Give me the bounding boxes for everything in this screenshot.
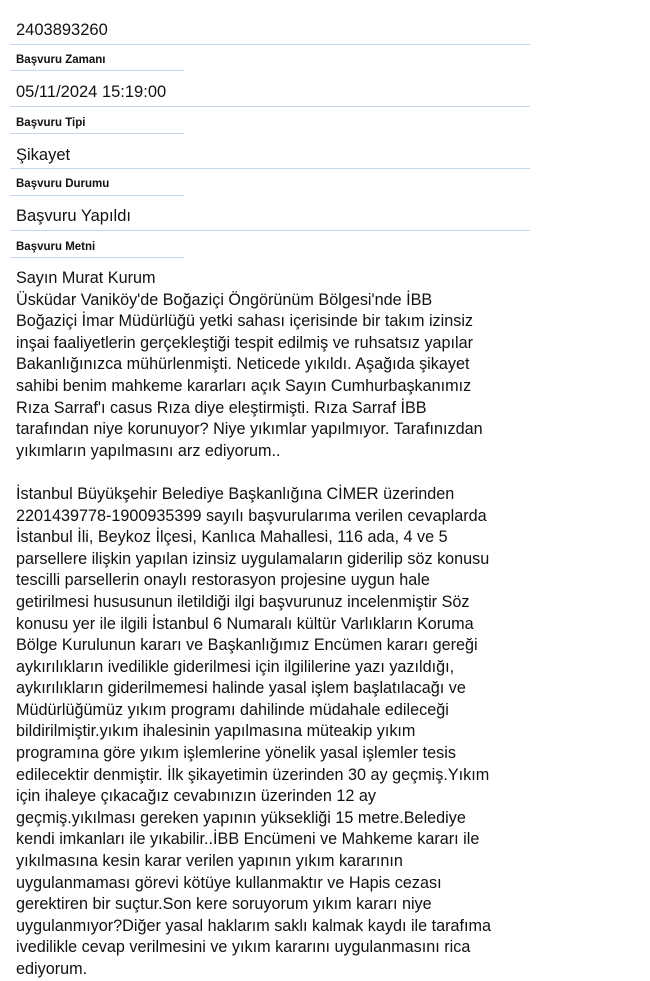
divider [10,133,184,134]
body-line: İstanbul Büyükşehir Belediye Başkanlığına CİMER üzerinden [16,484,455,503]
application-number: 2403893260 [16,21,108,39]
body-line: getirilmesi hususunun iletildiği ilgi başvurunuz incelenmiştir Söz [16,592,470,611]
body-line: ivedilikle cevap verilmesini ve yıkım kararını uygulanmasını rica [16,938,471,957]
body-line: Bölge Kurulunun kararı ve Başkanlığımız Encümen kararı gereği [16,636,478,655]
body-line: İstanbul İli, Beykoz İlçesi, Kanlıca Mahallesi, 116 ada, 4 ve 5 [16,528,448,547]
body-line: Bakanlığınızca mühürlenmişti. Neticede yıkıldı. Aşağıda şikayet [16,355,470,374]
field-label-application-text: Başvuru Metni [16,241,96,253]
body-line: ediyorum. [16,960,88,978]
field-value-submission-time: 05/11/2024 15:19:00 [16,83,167,101]
body-line: gerektiren bir suçtur.Son kere soruyorum yıkım kararı niye [16,895,432,914]
body-line: Müdürlüğümüz yıkım programı dahilinde müdahale edileceği [16,700,449,719]
body-line: Rıza Sarraf'ı casus Rıza diye eleştirmişti. Rıza Sarraf İBB [16,398,427,417]
field-value-application-type: Şikayet [16,146,71,164]
body-line: inşai faaliyetlerin gerçekleştiği tespit edilmiş ve ruhsatsız yapılar [16,333,474,352]
divider [10,44,530,45]
body-line: Üsküdar Vaniköy'de Boğaziçi Öngörünüm Bölgesi'nde İBB [16,290,433,309]
body-line: parsellere ilişkin yapılan izinsiz uygulamaların giderilip söz konusu [16,549,490,568]
body-line: tarafından niye korunuyor? Niye yıkımlar yapılmıyor. Tarafınızdan [16,420,483,439]
body-line: sahibi benim mahkeme kararları açık Sayın Cumhurbaşkanımız [16,376,472,395]
body-line: yıkılmasına kesin karar verilen yapının yıkım kararının [16,852,403,871]
body-line: uygulanmıyor?Diğer yasal haklarım saklı kalmak kaydı ile tarafıma [16,916,492,935]
body-line: Boğaziçi İmar Müdürlüğü yetki sahası içerisinde bir takım izinsiz [16,312,474,331]
divider [10,70,184,71]
body-line [16,462,536,484]
body-line: için ihaleye çıkacağız cevabınızın üzerinden 12 ay [16,787,376,806]
body-line: kendi imkanları ile yıkabilir..İBB Encümeni ve Mahkeme kararı ile [16,830,480,849]
divider [10,257,184,258]
divider [10,230,530,231]
divider [10,195,184,196]
field-label-application-type: Başvuru Tipi [16,117,86,129]
field-label-application-status: Başvuru Durumu [16,178,110,190]
divider [10,106,530,107]
body-line: 2201439778-1900935399 sayılı başvurularıma verilen cevaplarda [16,506,487,525]
body-line: bildirilmiştir.yıkım ihalesinin yapılmasına müteakip yıkım [16,722,416,741]
body-line: tescilli parsellerin onaylı restorasyon projesine uygun hale [16,571,430,590]
body-line: edilecektir denmiştir. İlk şikayetimin üzerinden 30 ay geçmiş.Yıkım [16,765,490,784]
body-line: Sayın Murat Kurum [16,269,156,287]
body-line: yıkımların yapılmasını arz ediyorum.. [16,441,281,460]
application-body-text [16,268,536,981]
body-line: aykırılıkların ivedilikle giderilmesi için ilgililerine yazı yazıldığı, [16,657,455,676]
divider [10,168,530,169]
field-label-submission-time: Başvuru Zamanı [16,54,106,66]
body-line: programına göre yıkım işlemlerine yönelik yasal işlemler tesis [16,744,456,763]
body-line: geçmiş.yıkılması gereken yapının yüksekliği 15 metre.Belediye [16,808,466,827]
body-line: uygulanmaması görevi kötüye kullanmaktır ve Hapis cezası [16,873,442,892]
body-line: aykırılıkların giderilmemesi halinde yasal işlem başlatılacağı ve [16,679,466,698]
body-line: konusu yer ile ilgili İstanbul 6 Numaralı kültür Varlıkların Koruma [16,614,474,633]
field-value-application-status: Başvuru Yapıldı [16,207,131,225]
